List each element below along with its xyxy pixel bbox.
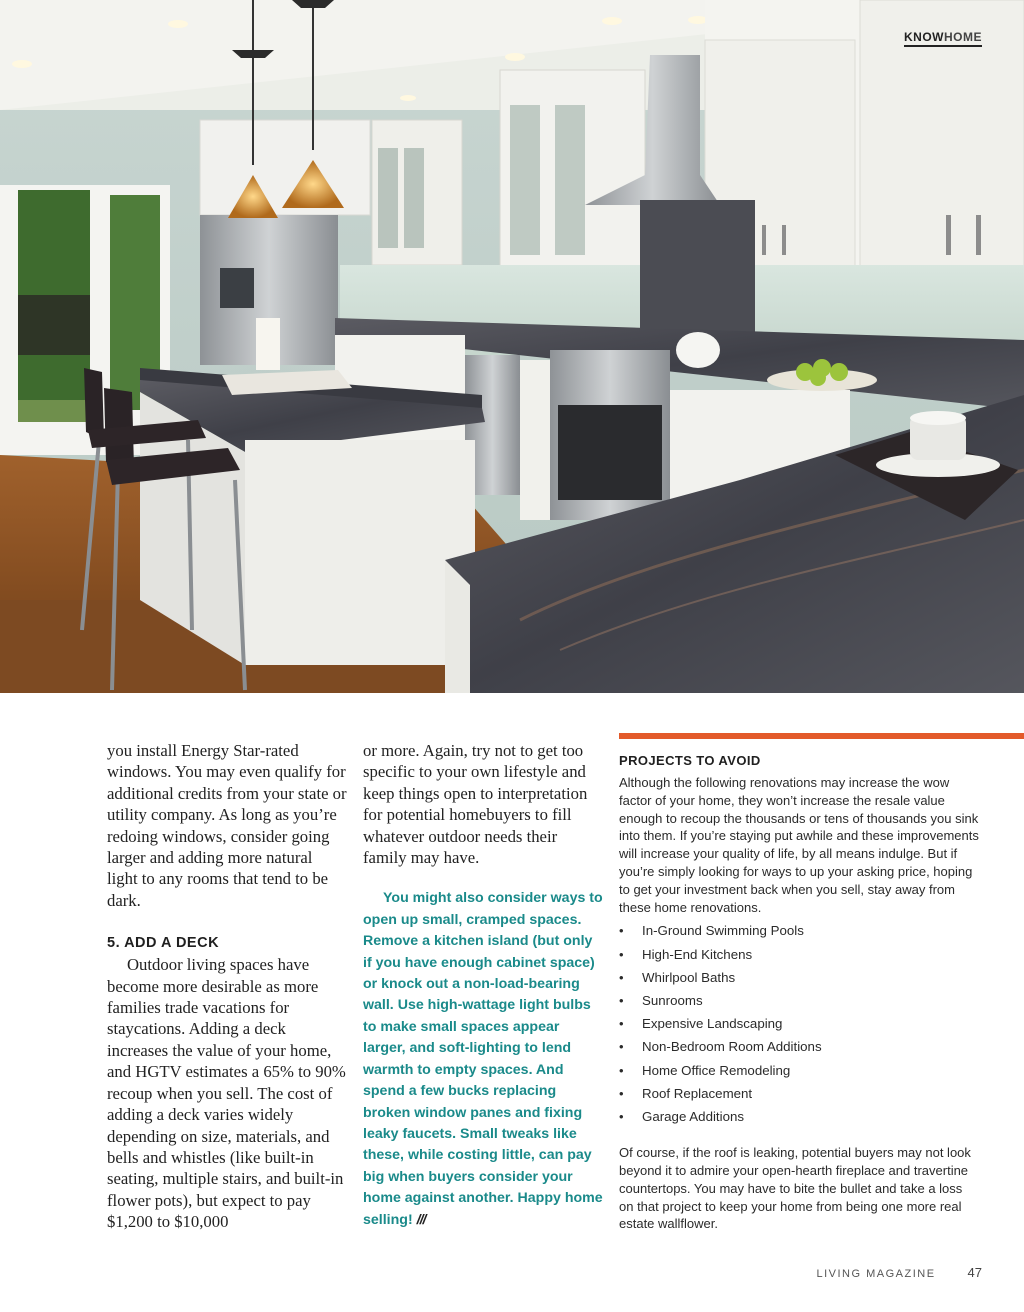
sidebar-title: PROJECTS TO AVOID [619,753,761,768]
list-item: • High-End Kitchens [619,943,1024,966]
section-tag-home: HOME [944,30,982,44]
projects-to-avoid-sidebar [619,733,1024,1233]
highlight-text: You might also consider ways to open up small, cramped spaces. Remove a kitchen island (but only if you have enough cabinet space) or knock out a non-load-bearing wall. Use high-wattage light bulbs to make small spaces appear larger, and soft-lighting to lend warmth to empty spaces. And spend a few bucks replacing broken window panes and fixing leaky faucets. Small tweaks like these, while costing little, can pay big when buyers consider your home against another. Happy home selling! [363,890,603,1228]
article-column-2 [363,740,603,1231]
article-paragraph: or more. Again, try not to get too specific to your own lifestyle and keep things open to interpretation for potential homebuyers to fill whatever outdoor needs their family may have. [363,741,588,868]
highlight-paragraph [363,888,603,1231]
list-item: • In-Ground Swimming Pools [619,919,1024,942]
page-footer [816,1265,982,1280]
list-item: • Garage Additions [619,1105,1024,1128]
list-item: • Non-Bedroom Room Additions [619,1035,1024,1058]
list-item: • Sunrooms [619,989,1024,1012]
accent-bar [619,733,1024,739]
article-paragraph: you install Energy Star-rated windows. You may even qualify for additional credits from your state or utility company. As long as you’re redoing windows, consider going larger and adding more natural light to any rooms that tend to be dark. [107,741,347,910]
section-tag [904,30,982,47]
list-item: • Home Office Remodeling [619,1059,1024,1082]
sidebar-outro: Of course, if the roof is leaking, potential buyers may not look beyond it to admire your open-hearth fireplace and travertine countertops. You may have to bite the bullet and take a loss on that project to keep your home from being one more real estate wallflower. [619,1145,971,1232]
avoid-list [619,919,1024,1128]
page-number: 47 [967,1265,982,1280]
sidebar-intro: Although the following renovations may increase the wow factor of your home, they won’t increase the resale value enough to recoup the thousands or tens of thousands you sink into them. If you’re staying put awhile and these improvements will increase your quality of life, by all means indulge. But if you’re simply looking for ways to up your asking price, hoping to get your investment back when you sell, stay away from these home renovations. [619,775,979,915]
article-paragraph: Outdoor living spaces have become more desirable as more families trade vacations for staycations. Adding a deck increases the value of your home, and HGTV estimates a 65% to 90% recoup when you sell. The cost of adding a deck varies widely depending on size, materials, and bells and whistles (like built-in seating, multiple stairs, and built-in flower pots), but expect to pay $1,200 to $10,000 [107,955,346,1232]
list-item: • Roof Replacement [619,1082,1024,1105]
section-tag-know: KNOW [904,30,944,44]
end-mark: /// [416,1211,426,1228]
magazine-name: LIVING MAGAZINE [816,1268,936,1280]
section-heading: 5. ADD A DECK [107,935,220,952]
list-item: • Expensive Landscaping [619,1012,1024,1035]
article-column-1 [107,740,347,1233]
list-item: • Whirlpool Baths [619,966,1024,989]
